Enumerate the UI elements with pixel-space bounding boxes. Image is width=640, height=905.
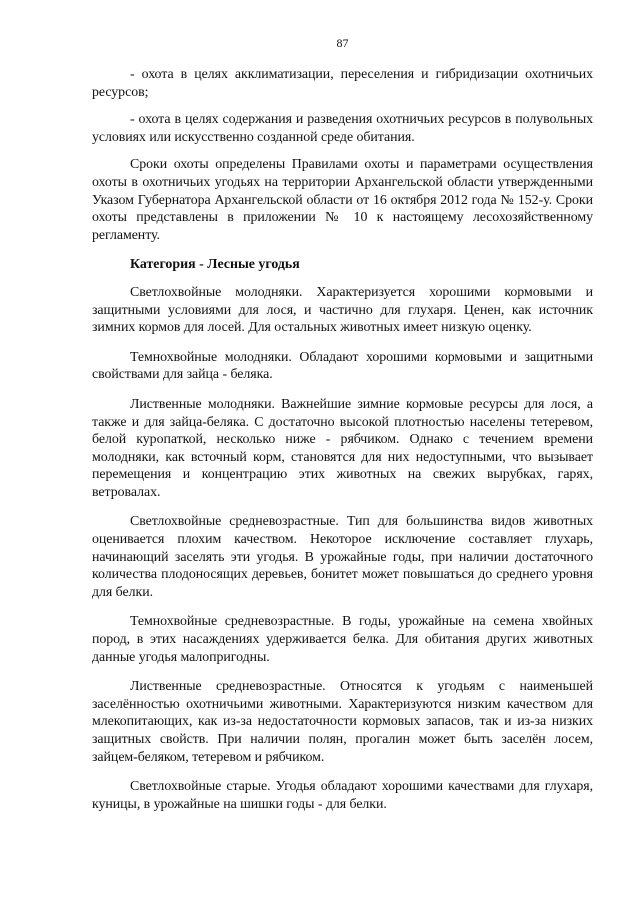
paragraph-deciduous-middle-aged: Лиственные средневозрастные. Относятся к угодьям с наименьшей заселённостью охотничьими животными. Характеризуются низким качеством для млекопитающих, как из-за недостаточности кормовых запасов, так и из-за низких защитных свойств. При наличии полян, прогалин может быть заселён лосем, зайцем-беляком, тетеревом и рябчиком. (92, 679, 593, 765)
paragraph-light-conifer-middle-aged: Светлохвойные средневозрастные. Тип для большинства видов животных оценивается плохим качеством. Некоторое исключение составляет глухарь, начинающий заселять эти угодья. В урожайные годы, при наличии достаточного количества плодоносящих деревьев, бонитет может повышаться до среднего уровня для белки. (92, 514, 593, 600)
page-number: 87 (336, 36, 349, 50)
paragraph-light-conifer-old: Светлохвойные старые. Угодья обладают хорошими качествами для глухаря, куницы, в урожайные на шишки годы - для белки. (92, 779, 593, 812)
paragraph-deciduous-young: Лиственные молодняки. Важнейшие зимние кормовые ресурсы для лося, а также и для зайца-беляка. С достаточно высокой плотностью населены тетеревом, белой куропаткой, несколько ниже - рябчиком. Однако с течением времени молодняки, как всточный корм, становятся для них недоступными, что вызывает перемещения и концентрацию этих животных на свежих вырубках, гарях, ветровалах. (92, 396, 593, 500)
paragraph-dark-conifer-middle-aged: Темнохвойные средневозрастные. В годы, урожайные на семена хвойных пород, в этих насаждениях удерживается белка. Для обитания других животных данные угодья малопригодны. (92, 614, 593, 665)
paragraph-hunting-seasons: Сроки охоты определены Правилами охоты и параметрами осуществления охоты в охотничьих угодьях на территории Архангельской области утвержденными Указом Губернатора Архангельской области от 16 октября 2012 года № 152-у. Сроки охоты представлены в приложении № 10 к настоящему лесохозяйственному регламенту. (92, 157, 593, 243)
category-heading: Категория - Лесные угодья (130, 257, 300, 273)
paragraph-breeding-hunting: - охота в целях содержания и разведения охотничьих ресурсов в полувольных условиях или искусственно созданной среде обитания. (92, 112, 593, 145)
paragraph-light-conifer-young: Светлохвойные молодняки. Характеризуется хорошими кормовыми и защитными условиями для лося, и частично для глухаря. Ценен, как источник зимних кормов для лосей. Для остальных животных имеет низкую оценку. (92, 284, 593, 336)
paragraph-acclimatization-hunting: - охота в целях акклиматизации, переселения и гибридизации охотничьих ресурсов; (92, 67, 593, 100)
paragraph-dark-conifer-young: Темнохвойные молодняки. Обладают хорошими кормовыми и защитными свойствами для зайца - беляка. (92, 349, 593, 383)
